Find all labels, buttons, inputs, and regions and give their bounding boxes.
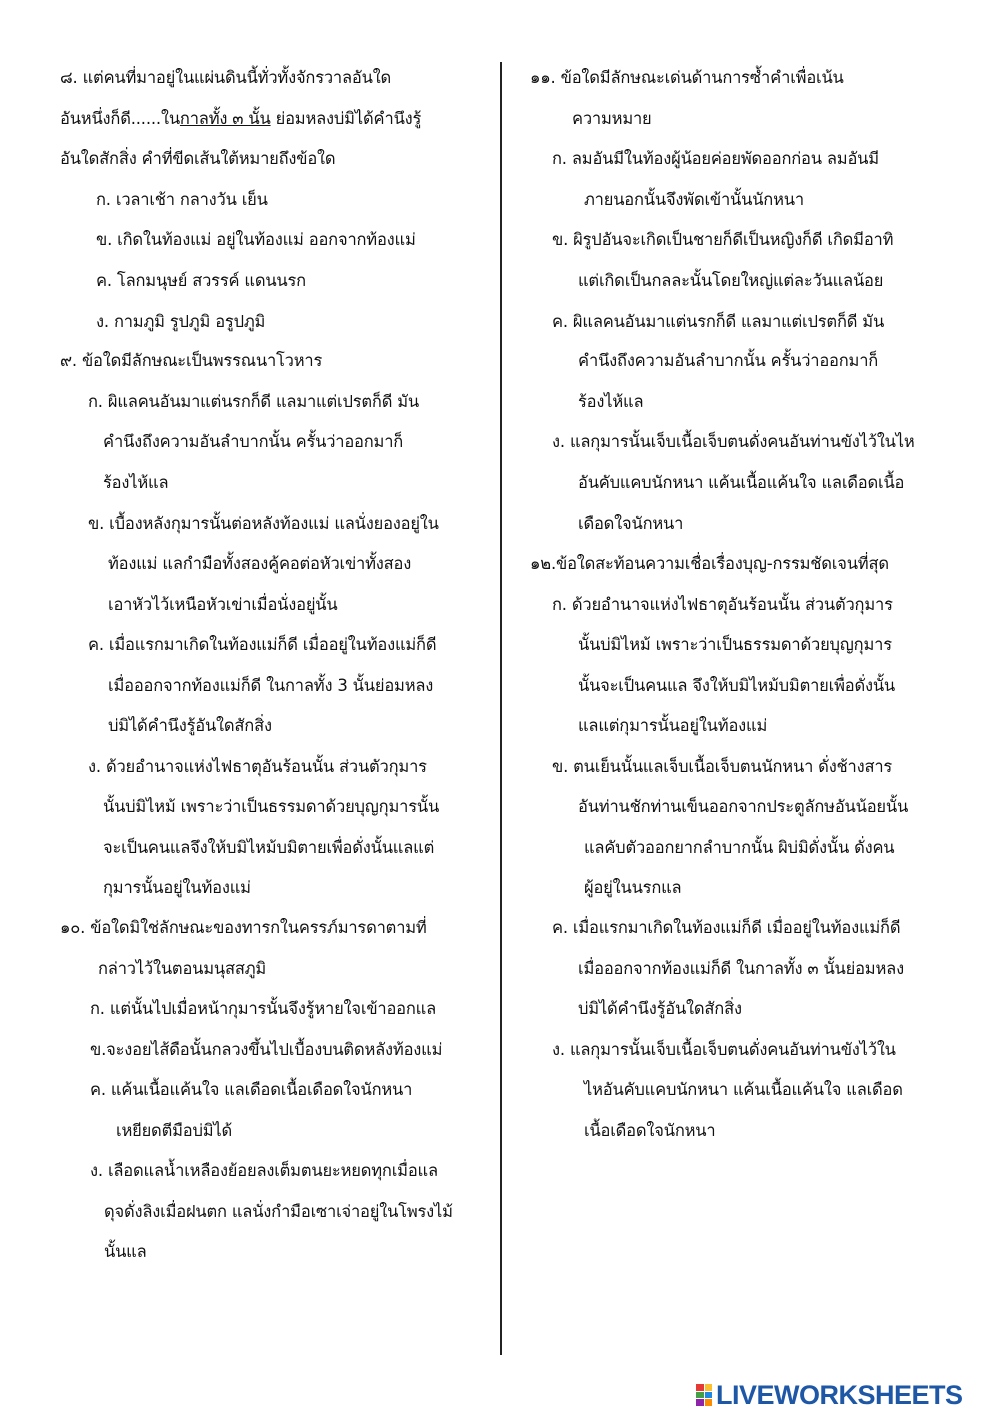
option-d-cont: ไหอันคับแคบนักหนา แค้นเนื้อแค้นใจ แลเดือด [584,1080,903,1099]
option-c-cont: คำนึงถึงความอันลำบากนั้น ครั้นว่าออกมาก็ [578,351,879,370]
option-b-cont: ผู้อยู่ในนรกแล [584,878,682,897]
option-a-cont: นั้นจะเป็นคนแล จึงให้บมิไหม้บมิตายเพื่อดั่งนั้น [578,676,896,695]
column-divider [500,62,502,1355]
question-8-stem-line-3: อันใดสักสิ่ง คำที่ขีดเส้นใต้หมายถึงข้อใด [60,149,336,168]
option-d-cont: นั้นแล [104,1242,147,1261]
option-c[interactable]: ค. แค้นเนื้อแค้นใจ แลเดือดเนื้อเดือดใจนักหนา [90,1080,413,1099]
option-d[interactable]: ง. แลกุมารนั้นเจ็บเนื้อเจ็บตนดั่งคนอันท่านขังไว้ใน [552,1040,896,1059]
option-a[interactable]: ก. ด้วยอำนาจแห่งไฟธาตุอันร้อนนั้น ส่วนตัวกุมาร [552,595,893,614]
option-b[interactable]: ข. เกิดในท้องแม่ อยู่ในท้องแม่ ออกจากท้องแม่ [96,230,416,249]
question-12-stem: ๑๒.ข้อใดสะท้อนความเชื่อเรื่องบุญ-กรรมชัดเจนที่สุด [530,554,889,573]
option-d-cont: เดือดใจนักหนา [578,514,684,533]
option-a-cont: คำนึงถึงความอันลำบากนั้น ครั้นว่าออกมาก็ [103,432,404,451]
option-c[interactable]: ค. โลกมนุษย์ สวรรค์ แดนนรก [96,271,306,290]
option-c-cont: บ่มิได้คำนึงรู้อันใดสักสิ่ง [578,999,742,1018]
option-c[interactable]: ค. เมื่อแรกมาเกิดในท้องแม่ก็ดี เมื่ออยู่ในท้องแม่ก็ดี [88,635,437,654]
option-c-cont: เหยียดตีมือบ่มิได้ [116,1121,233,1140]
option-c[interactable]: ค. ผิแลคนอันมาแต่นรกก็ดี แลมาแต่เปรตก็ดี มัน [552,312,885,331]
logo-mark-icon [696,1384,712,1406]
option-d-cont: จะเป็นคนแลจึงให้บมิไหม้บมิตายเพื่อดั่งนั้นแลแต่ [103,838,435,857]
option-a[interactable]: ก. เวลาเช้า กลางวัน เย็น [96,190,268,209]
question-11-stem-line-1: ๑๑. ข้อใดมีลักษณะเด่นด้านการซ้ำคำเพื่อเน้น [530,68,844,87]
option-d[interactable]: ง. แลกุมารนั้นเจ็บเนื้อเจ็บตนดั่งคนอันท่านขังไว้ในไห [552,432,915,451]
option-a[interactable]: ก. ลมอันมีในท้องผู้น้อยค่อยพัดออกก่อน ลมอันมี [552,149,879,168]
question-9-stem: ๙. ข้อใดมีลักษณะเป็นพรรณนาโวหาร [60,351,323,370]
option-a-cont: ภายนอกนั้นจึงพัดเข้านั้นนักหนา [584,190,804,209]
question-8-stem-line-2 [60,108,421,130]
option-b[interactable]: ข.จะงอยไส้ดือนั้นกลวงขึ้นไปเบื้องบนติดหลังท้องแม่ [90,1040,443,1059]
option-a[interactable]: ก. ผิแลคนอันมาแต่นรกก็ดี แลมาแต่เปรตก็ดี มัน [88,392,420,411]
option-b-cont: อันท่านชักท่านเข็นออกจากประตูลักษอันน้อยนั้น [578,797,909,816]
option-d-cont: นั้นบ่มิไหม้ เพราะว่าเป็นธรรมดาด้วยบุญกุมารนั้น [103,797,440,816]
option-c-cont: ร้องไห้แล [578,392,644,411]
option-d-cont: กุมารนั้นอยู่ในท้องแม่ [103,878,251,897]
stem-text: ย่อมหลงบ่มิได้คำนึงรู้ [270,109,422,128]
option-b[interactable]: ข. เบื้องหลังกุมารนั้นต่อหลังท้องแม่ แลนั่งยองอยู่ใน [88,514,439,533]
stem-text: อันหนึ่งก็ดี......ใน [60,109,180,128]
question-11-stem-line-2: ความหมาย [572,109,652,128]
option-d[interactable]: ง. เลือดแลน้ำเหลืองย้อยลงเต็มตนยะหยดทุกเมื่อแล [90,1161,438,1180]
option-c[interactable]: ค. เมื่อแรกมาเกิดในท้องแม่ก็ดี เมื่ออยู่ในท้องแม่ก็ดี [552,918,901,937]
option-c-cont: บ่มิได้คำนึงรู้อันใดสักสิ่ง [108,716,272,735]
option-a-cont: ร้องไห้แล [103,473,169,492]
option-d-cont: ดุจดั่งลิงเมื่อฝนตก แลนั่งกำมือเซาเจ่าอยู่ในโพรงไม้ [104,1202,453,1221]
question-10-stem-line-1: ๑๐. ข้อใดมิใช่ลักษณะของทารกในครรภ์มารดาตามที่ [60,918,427,937]
option-a-cont: แลแต่กุมารนั้นอยู่ในท้องแม่ [578,716,768,735]
option-b-cont: แต่เกิดเป็นกลละนั้นโดยใหญ่แต่ละวันแลน้อย [578,271,884,290]
option-b[interactable]: ข. ผิรูปอันจะเกิดเป็นชายก็ดีเป็นหญิงก็ดี เกิดมีอาทิ [552,230,894,249]
option-d-cont: เนื้อเดือดใจนักหนา [584,1121,716,1140]
underlined-phrase: กาลทั้ง ๓ นั้น [179,109,271,128]
question-8-stem-line-1: ๘. แต่คนที่มาอยู่ในแผ่นดินนี้ทั่วทั้งจักรวาลอันใด [60,68,392,87]
option-d[interactable]: ง. ด้วยอำนาจแห่งไฟธาตุอันร้อนนั้น ส่วนตัวกุมาร [88,757,427,776]
option-b-cont: ท้องแม่ แลกำมือทั้งสองคู้คอต่อหัวเข่าทั้งสอง [108,554,412,573]
option-c-cont: เมื่อออกจากท้องแม่ก็ดี ในกาลทั้ง ๓ นั้นย่อมหลง [578,959,904,978]
option-c-cont: เมื่อออกจากท้องแม่ก็ดี ในกาลทั้ง 3 นั้นย่อมหลง [108,676,434,695]
option-b-cont: แลคับตัวออกยากลำบากนั้น ผิบ่มิดั่งนั้น ดั่งคน [584,838,895,857]
logo-text: LIVEWORKSHEETS [716,1379,963,1410]
option-b-cont: เอาหัวไว้เหนือหัวเข่าเมื่อนั่งอยู่นั้น [108,595,338,614]
option-d-cont: อันคับแคบนักหนา แค้นเนื้อแค้นใจ แลเดือดเนื้อ [578,473,905,492]
option-d[interactable]: ง. กามภูมิ รูปภูมิ อรูปภูมิ [96,312,266,331]
option-a[interactable]: ก. แต่นั้นไปเมื่อหน้ากุมารนั้นจึงรู้หายใจเข้าออกแล [90,999,437,1018]
option-a-cont: นั้นบ่มิไหม้ เพราะว่าเป็นธรรมดาด้วยบุญกุมาร [578,635,892,654]
question-10-stem-line-2: กล่าวไว้ในตอนมนุสสภูมิ [98,959,267,978]
option-b[interactable]: ข. ตนเย็นนั้นแลเจ็บเนื้อเจ็บตนนักหนา ดั่งช้างสาร [552,757,893,776]
liveworksheets-logo [696,1378,996,1412]
